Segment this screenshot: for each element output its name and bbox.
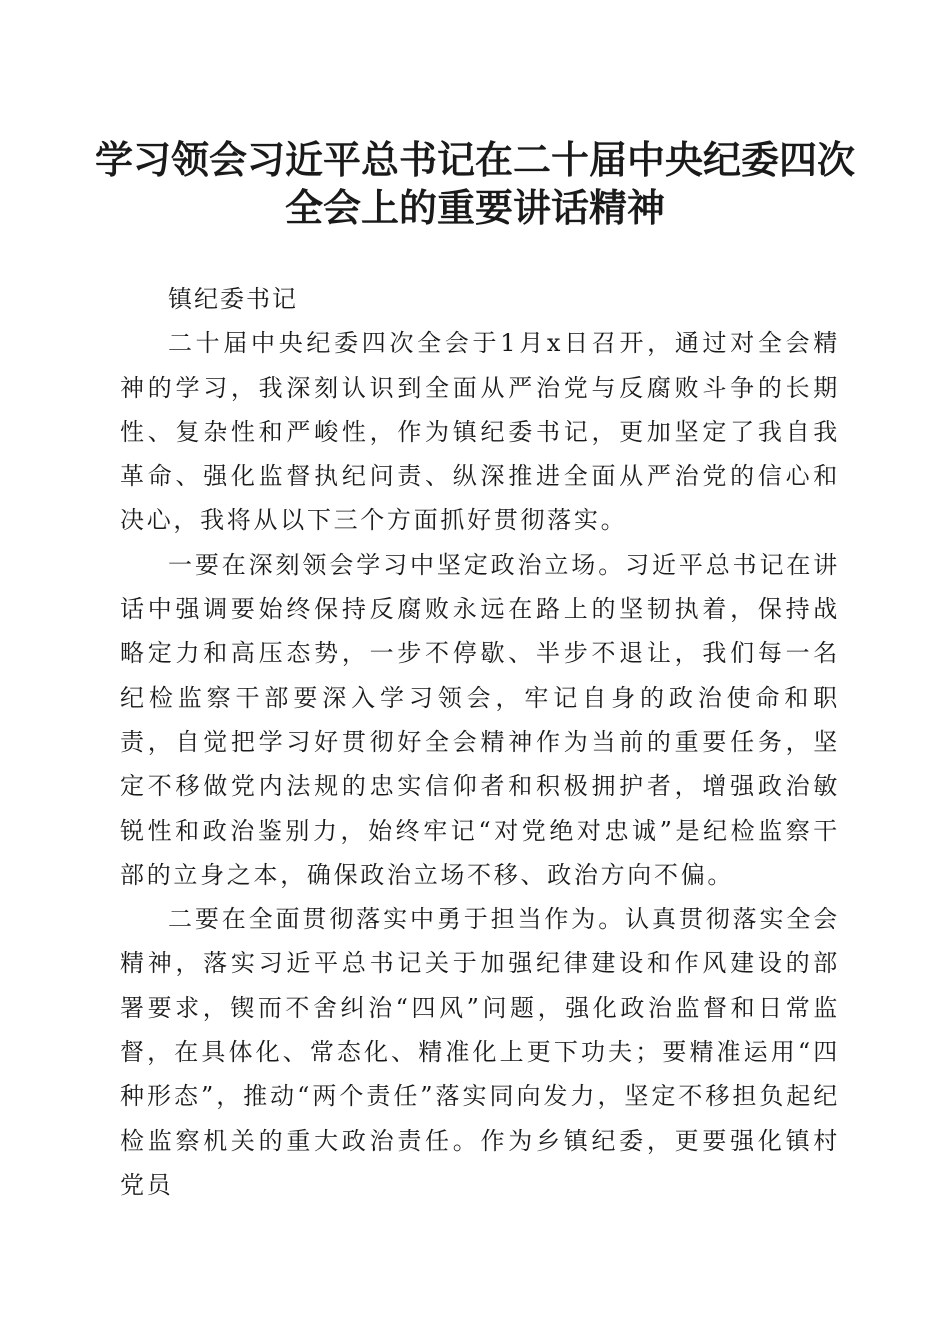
paragraph-intro: 二十届中央纪委四次全会于1月x日召开，通过对全会精神的学习，我深刻认识到全面从严治党与反腐败斗争的长期性、复杂性和严峻性，作为镇纪委书记，更加坚定了我自我革命、强化监督执纪问责、纵深推进全面从严治党的信心和决心，我将从以下三个方面抓好贯彻落实。 [120, 329, 840, 535]
paragraph-point-one: 一要在深刻领会学习中坚定政治立场。习近平总书记在讲话中强调要始终保持反腐败永远在路上的坚韧执着，保持战略定力和高压态势，一步不停歇、半步不退让，我们每一名纪检监察干部要深入学习领会，牢记自身的政治使命和职责，自觉把学习好贯彻好全会精神作为当前的重要任务，坚定不移做党内法规的忠实信仰者和积极拥护者，增强政治敏锐性和政治鉴别力，始终牢记“对党绝对忠诚”是纪检监察干部的立身之本，确保政治立场不移、政治方向不偏。 [120, 550, 840, 889]
author-line: 镇纪委书记 [168, 285, 298, 313]
document-title-line-1: 学习领会习近平总书记在二十届中央纪委四次 [94, 137, 855, 182]
document-body [120, 277, 840, 1207]
paragraph-point-two: 二要在全面贯彻落实中勇于担当作为。认真贯彻落实全会精神，落实习近平总书记关于加强纪律建设和作风建设的部署要求，锲而不舍纠治“四风”问题，强化政治监督和日常监督，在具体化、常态化、精准化上更下功夫；要精准运用“四种形态”，推动“两个责任”落实同向发力，坚定不移担负起纪检监察机关的重大政治责任。作为乡镇纪委，更要强化镇村党员 [120, 905, 840, 1199]
document-title-line-2: 全会上的重要讲话精神 [284, 185, 665, 230]
